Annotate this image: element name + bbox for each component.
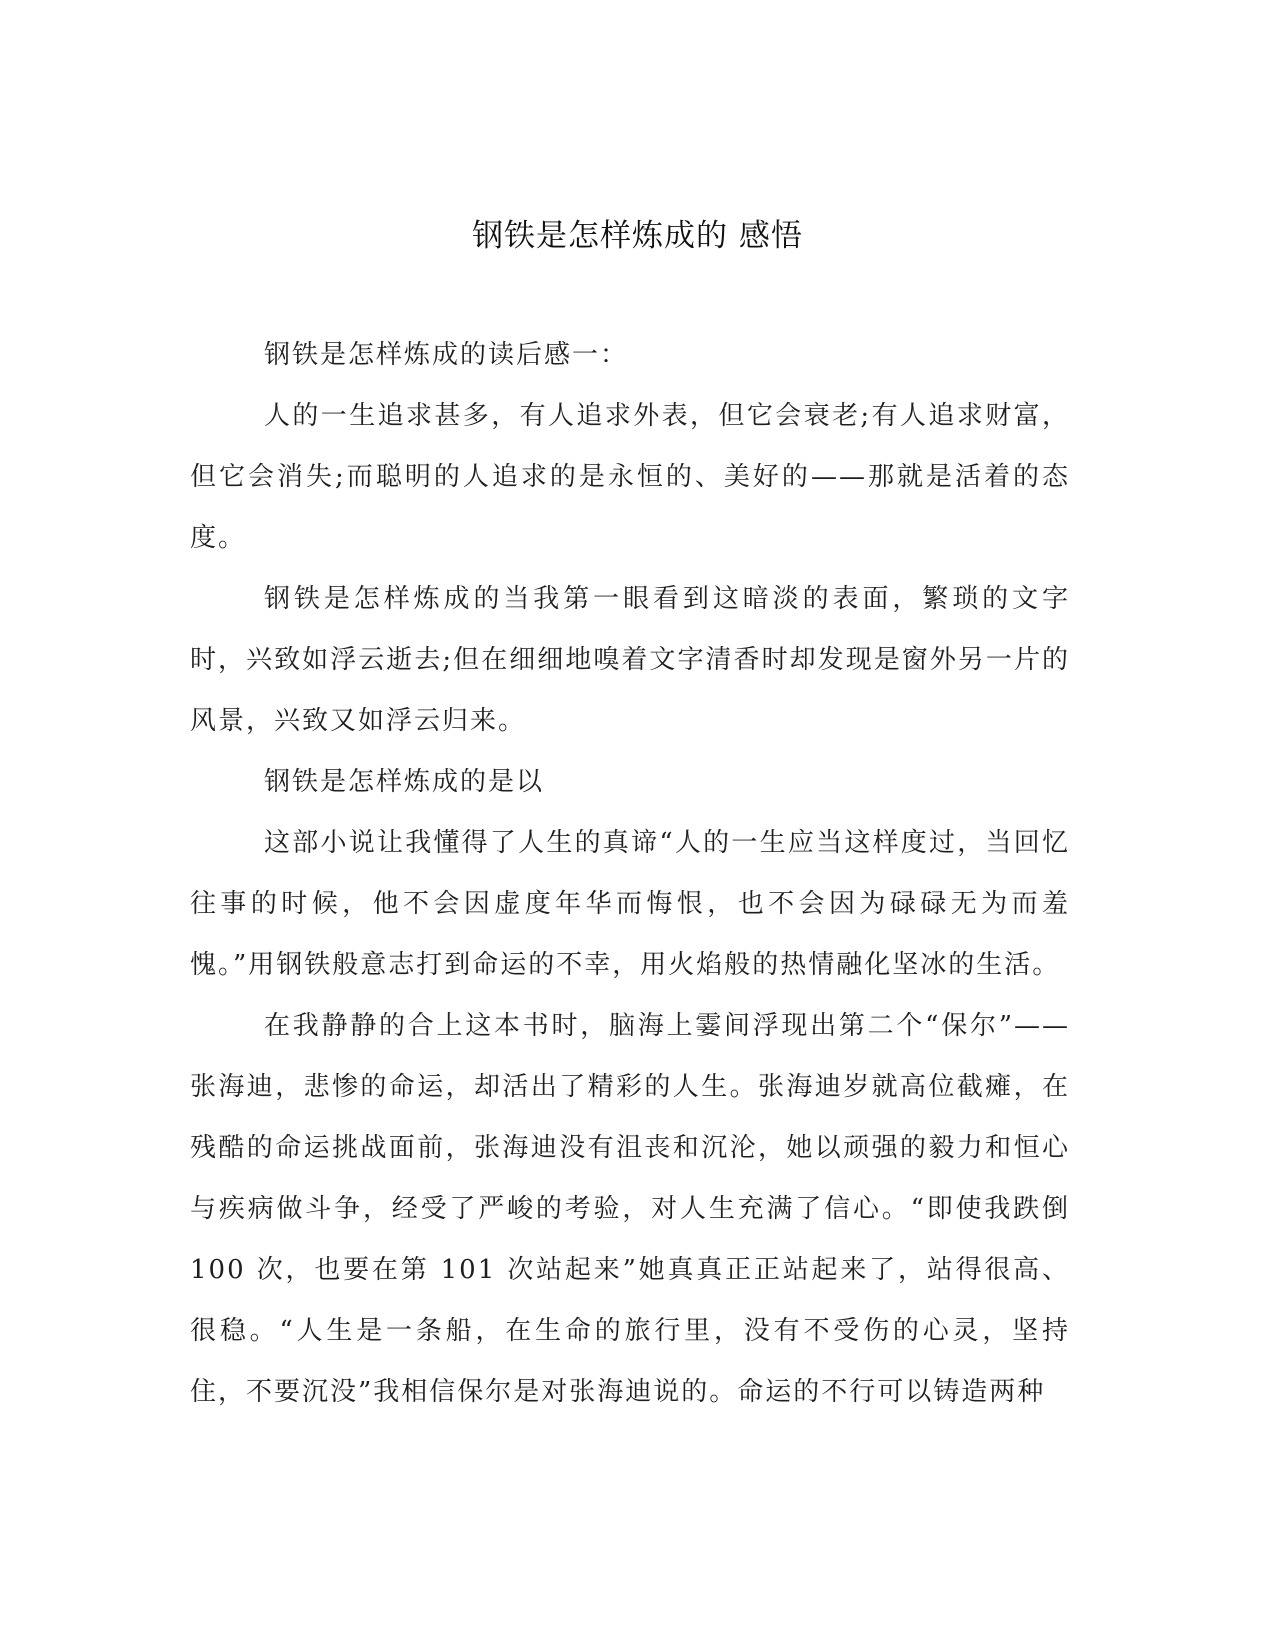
paragraph: 在我静静的合上这本书时，脑海上霎间浮现出第二个“保尔”——张海迪，悲惨的命运，却活出了精彩的人生。张海迪岁就高位截瘫，在残酷的命运挑战面前，张海迪没有沮丧和沉沦，她以顽强的毅力和恒心与疾病做斗争，经受了严峻的考验，对人生充满了信心。“即使我跌倒 100 次，也要在第 101 次站起来”她真真正正站起来了，站得很高、很稳。“人生是一条船，在生命的旅行里，没有不受伤的心灵，坚持住，不要沉没”我相信保尔是对张海迪说的。命运的不行可以铸造两种	[190, 1011, 1070, 1407]
paragraph: 钢铁是怎样炼成的当我第一眼看到这暗淡的表面，繁琐的文字时，兴致如浮云逝去;但在细细地嗅着文字清香时却发现是窗外另一片的风景，兴致又如浮云归来。	[190, 584, 1070, 736]
paragraph: 人的一生追求甚多，有人追求外表，但它会衰老;有人追求财富，但它会消失;而聪明的人追求的是永恒的、美好的——那就是活着的态度。	[190, 401, 1070, 553]
paragraph: 这部小说让我懂得了人生的真谛“人的一生应当这样度过，当回忆往事的时候，他不会因虚度年华而悔恨，也不会因为碌碌无为而羞愧。”用钢铁般意志打到命运的不幸，用火焰般的热情融化坚冰的生活。	[190, 828, 1070, 980]
document-body	[190, 325, 1070, 1423]
paragraph: 钢铁是怎样炼成的读后感一：	[264, 340, 629, 370]
paragraph: 钢铁是怎样炼成的是以	[264, 767, 545, 797]
document-title: 钢铁是怎样炼成的 感悟	[472, 218, 803, 254]
